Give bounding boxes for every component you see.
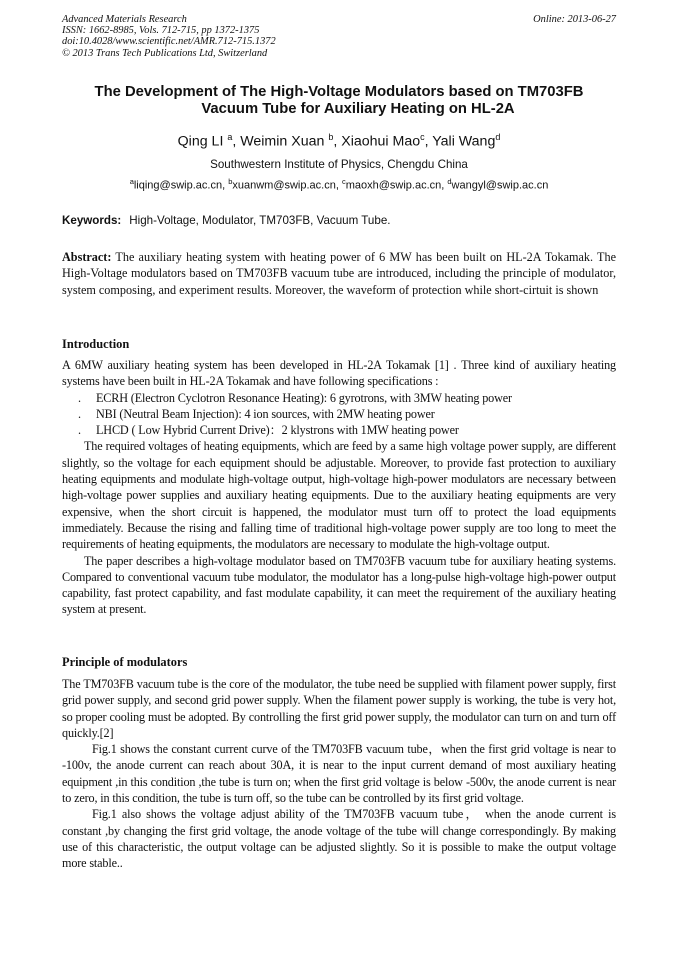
principle-paragraph: The TM703FB vacuum tube is the core of the modulator, the tube need be supplied with filament power supply, first grid power supply, and second grid power supply. When the filament power supply is working, the tube is very hot, so proper cooling must be adopted. By controlling the first grid power supply, the modulator can turn on and turn off quickly.[2] xyxy=(62,677,616,740)
intro-paragraph: A 6MW auxiliary heating system has been developed in HL-2A Tokamak [1] . Three kind of auxiliary heating systems have been built in HL-2A Tokamak and have following specifications : xyxy=(62,358,616,389)
author-sup: c xyxy=(420,132,425,142)
author-name: Weimin Xuan xyxy=(240,133,325,150)
keywords xyxy=(62,214,616,227)
journal-header xyxy=(62,14,616,59)
author-name: Xiaohui Mao xyxy=(341,133,421,150)
email-sup: b xyxy=(228,177,233,186)
affiliation: Southwestern Institute of Physics, Chengdu China xyxy=(210,158,468,171)
email-address[interactable]: liqing@swip.ac.cn, xyxy=(133,179,226,192)
email-list xyxy=(62,177,616,192)
issn-line: ISSN: 1662-8985, Vols. 712-715, pp 1372-1375 xyxy=(62,25,260,37)
principle-body xyxy=(62,676,616,872)
author-name: Yali Wang xyxy=(432,133,496,150)
title-line-2: Vacuum Tube for Auxiliary Heating on HL-2A xyxy=(201,101,515,117)
author-sup: b xyxy=(328,132,334,142)
author-name: Qing LI xyxy=(177,133,224,150)
email-sup: d xyxy=(447,177,452,186)
list-item-text: LHCD ( Low Hybrid Current Drive)：2 klystrons with 1MW heating power xyxy=(96,423,459,438)
keywords-label: Keywords: xyxy=(62,214,122,227)
author-list: Qing LI $^a$, Weimin Xuan $^b$, Xiaohui Mao$^c$, Yali Wang$^d$ xyxy=(177,132,501,150)
introduction-body xyxy=(62,357,616,618)
abstract xyxy=(62,249,616,298)
author-sup: a xyxy=(227,132,233,142)
online-date: Online: 2013-06-27 xyxy=(533,14,616,25)
email-address[interactable]: xuanwm@swip.ac.cn, xyxy=(232,179,339,192)
email-address[interactable]: wangyl@swip.ac.cn xyxy=(451,179,549,192)
list-item-text: NBI (Neutral Beam Injection): 4 ion sources, with 2MW heating power xyxy=(96,406,435,421)
email-sup: c xyxy=(341,177,346,186)
email-address[interactable]: maoxh@swip.ac.cn, xyxy=(345,179,445,192)
principle-paragraph: Fig.1 also shows the voltage adjust ability of the TM703FB vacuum tube， when the anode current is constant ,by changing the first grid voltage, the anode voltage of the tube will change correspondingly. By making use of this characteristic, the output voltage can be adjusted slightly. So it is possible to make the output voltage more stable.. xyxy=(62,807,616,871)
section-heading-introduction: Introduction xyxy=(62,337,130,351)
email-sup: a xyxy=(129,177,134,186)
keywords-text: High-Voltage, Modulator, TM703FB, Vacuum Tube. xyxy=(129,214,391,227)
paper-title xyxy=(62,84,616,118)
abstract-text: The auxiliary heating system with heating power of 6 MW has been built on HL-2A Tokamak. The High-Voltage modulators based on TM703FB vacuum tube are introduced, including the principle of modulator, system composing, and experiment results. Moreover, the waveform of protection while short-cirtuit is shown xyxy=(62,250,616,297)
abstract-label: Abstract: xyxy=(62,250,112,264)
list-item: . NBI (Neutral Beam Injection): 4 ion sources, with 2MW heating power xyxy=(78,406,435,421)
doi-line: doi:10.4028/www.scientific.net/AMR.712-715.1372 xyxy=(62,36,276,48)
list-item-text: ECRH (Electron Cyclotron Resonance Heating): 6 gyrotrons, with 3MW heating power xyxy=(96,390,512,405)
principle-paragraph: Fig.1 shows the constant current curve of the TM703FB vacuum tube，when the first grid voltage is near to -100v, the anode current can reach about 30A, it is near to the input current demand of most auxiliary heating equipment ,in this condition ,the tube is turn on; when the first grid voltage is below -500v, the anode current is near to zero, in this condition, the tube is turn off, so the tube can be controlled by its first grid voltage. xyxy=(62,742,616,806)
intro-paragraph: The required voltages of heating equipments, which are feed by a same high voltage power supply, are different slightly, so the voltage for each equipment should be adjustable. Moreover, to provide fast protection to auxiliary heating equipments and modulate high-voltage output, high-voltage high-power modulators are necessary between high-voltage power supplies and auxiliary heating equipments. Due to the auxiliary heating equipments are very expensive, when the short circuit is happened, the modulator must turn off to protect the load equipments immediately. Because the rising and falling time of traditional high-voltage power supply are too long to meet the requirements of heating equipments, the modulators are necessary to modulate the high-voltage output. xyxy=(62,439,616,552)
intro-paragraph: The paper describes a high-voltage modulator based on TM703FB vacuum tube for auxiliary heating systems. Compared to conventional vacuum tube modulator, the modulator has a long-pulse high-voltage high-power output capability, fast protect capability, and fast modulate capability, it can meet the requirement of the auxiliary heating system at present. xyxy=(62,553,616,617)
section-heading-principle: Principle of modulators xyxy=(62,655,188,669)
list-item: . LHCD ( Low Hybrid Current Drive)：2 klystrons with 1MW heating power xyxy=(78,423,459,438)
journal-name: Advanced Materials Research xyxy=(62,14,187,25)
author-sup: d xyxy=(495,132,501,142)
title-line-1: The Development of The High-Voltage Modulators based on TM703FB xyxy=(94,84,584,100)
copyright-line: © 2013 Trans Tech Publications Ltd, Switzerland xyxy=(62,47,268,59)
list-item: . ECRH (Electron Cyclotron Resonance Heating): 6 gyrotrons, with 3MW heating power xyxy=(78,390,512,405)
